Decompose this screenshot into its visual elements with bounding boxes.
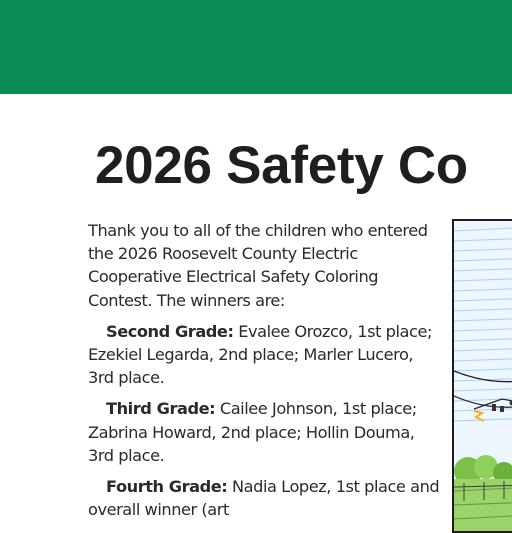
contest-artwork <box>452 219 512 533</box>
second-grade-winners: Evalee Orozco, 1st place; Ezekiel Legarda, 2nd place; Marler Lucero, 3rd place. <box>88 322 432 387</box>
second-grade-paragraph <box>88 320 440 390</box>
fourth-grade-label: Fourth Grade: <box>106 477 227 496</box>
second-grade-label: Second Grade: <box>106 322 233 341</box>
article-body <box>88 219 440 529</box>
intro-paragraph: Thank you to all of the children who entered the 2026 Roosevelt County Electric Cooperative Electrical Safety Coloring Contest. The winners are: <box>88 219 440 312</box>
fourth-grade-paragraph <box>88 475 440 521</box>
third-grade-label: Third Grade: <box>106 399 215 418</box>
third-grade-paragraph <box>88 397 440 467</box>
third-grade-winners: Cailee Johnson, 1st place; Zabrina Howard, 2nd place; Hollin Douma, 3rd place. <box>88 399 417 464</box>
header-banner <box>0 0 512 94</box>
colored-drawing-illustration <box>454 221 512 531</box>
fourth-grade-winners: Nadia Lopez, 1st place and overall winner (art <box>88 477 439 519</box>
page-title: 2026 Safety Co <box>95 134 468 198</box>
